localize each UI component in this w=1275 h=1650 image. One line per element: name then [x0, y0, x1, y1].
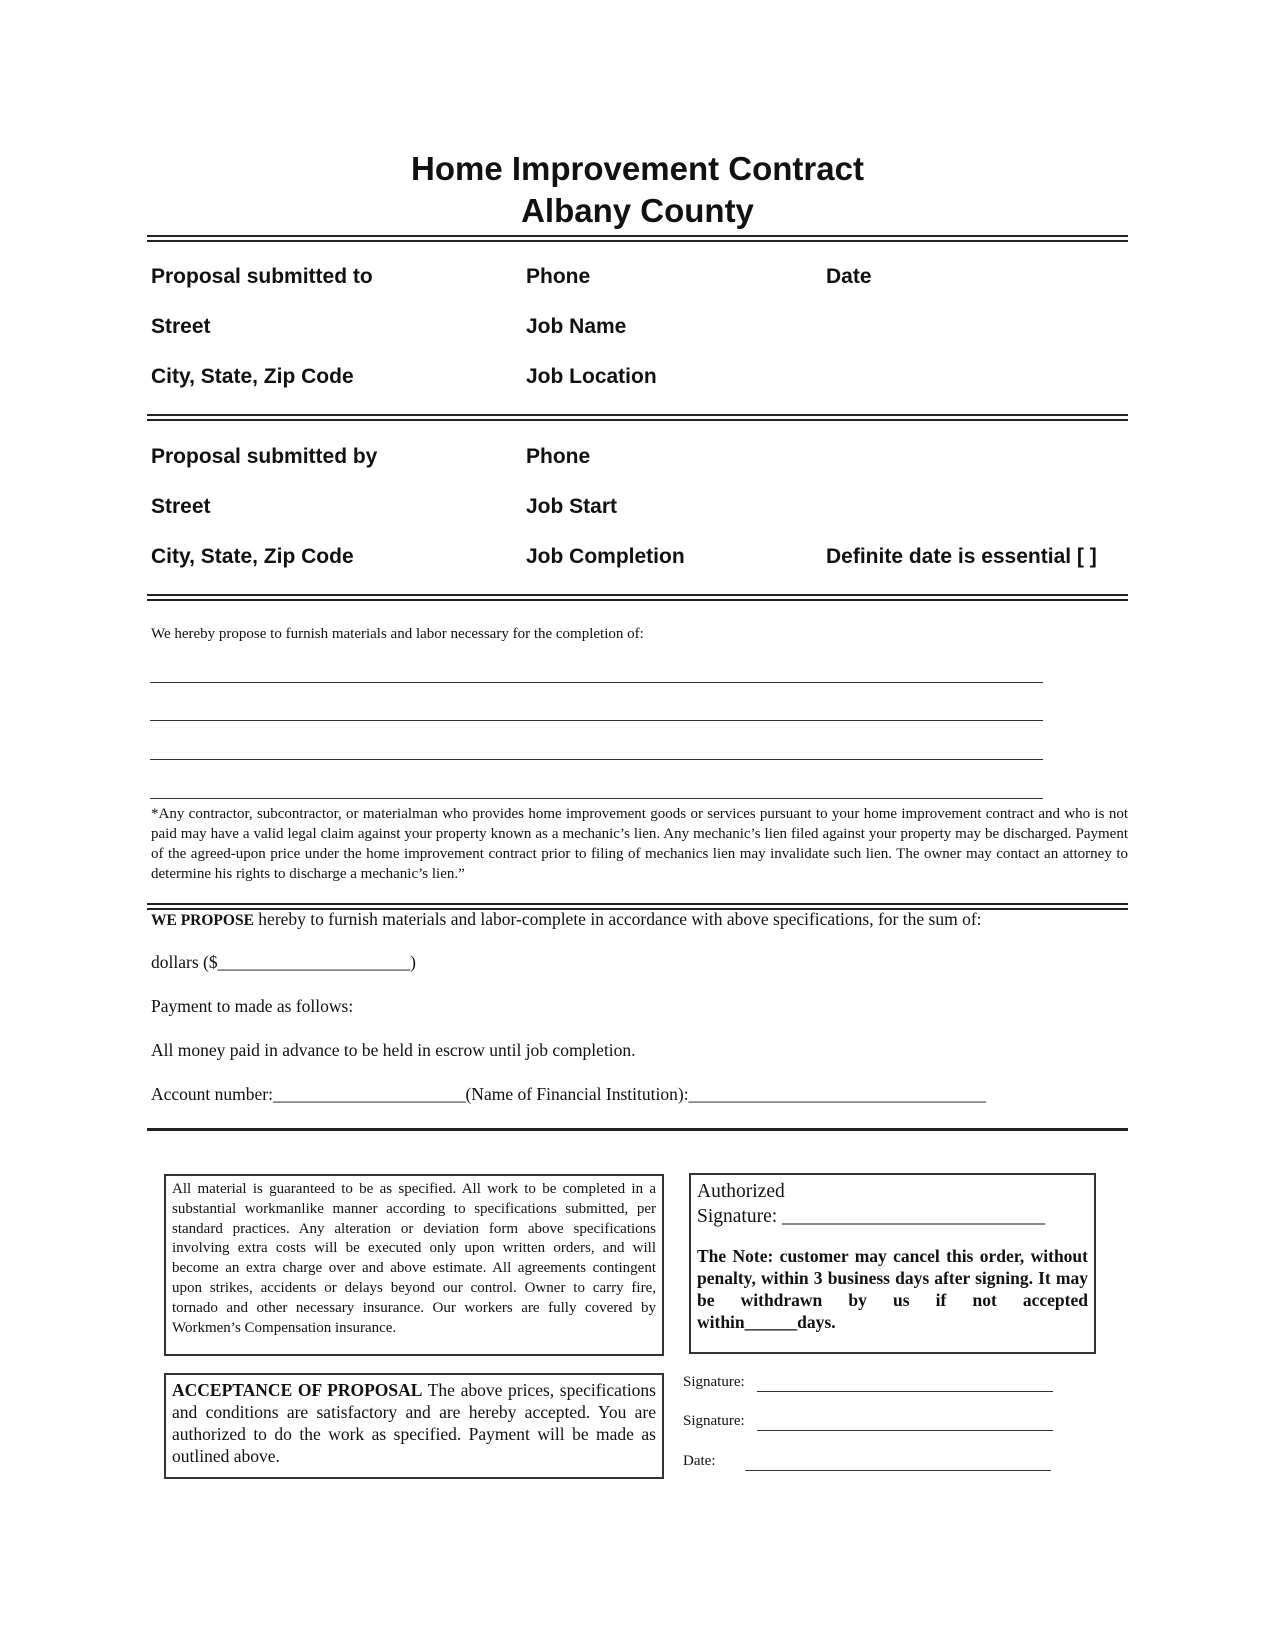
- authorized-box: [689, 1173, 1096, 1354]
- definite-date-checkbox[interactable]: Definite date is essential [ ]: [826, 545, 1097, 568]
- date-sign-line[interactable]: [745, 1470, 1051, 1471]
- divider: [147, 414, 1128, 421]
- acceptance-text: [166, 1375, 662, 1467]
- scope-line-3[interactable]: [150, 759, 1043, 760]
- scope-line-1[interactable]: [150, 682, 1043, 683]
- scope-intro: We hereby propose to furnish materials and labor necessary for the completion of:: [151, 626, 644, 642]
- scope-line-4[interactable]: [150, 798, 1043, 799]
- account-number-field[interactable]: Account number:______________________(Name of Financial Institution):__________________________________: [151, 1084, 987, 1104]
- proposal-submitted-by-label: Proposal submitted by: [151, 445, 378, 468]
- cancellation-note: The Note: customer may cancel this order, without penalty, within 3 business days after signing. It may be withdrawn by us if not accepted within______days.: [697, 1246, 1088, 1332]
- job-name-label: Job Name: [526, 315, 627, 338]
- divider: [147, 1128, 1128, 1131]
- authorized-label: Authorized: [697, 1181, 785, 1202]
- we-propose-body: hereby to furnish materials and labor-complete in accordance with above specifications, for the sum of:: [253, 909, 982, 929]
- street-by-label: Street: [151, 495, 211, 518]
- city-state-zip-by-label: City, State, Zip Code: [151, 545, 354, 568]
- date-label: Date: [826, 265, 872, 288]
- signature-2-label: Signature:: [683, 1413, 745, 1429]
- guarantee-box: [164, 1174, 664, 1356]
- page-subtitle: Albany County: [521, 192, 754, 229]
- payment-terms: Payment to made as follows:: [151, 996, 354, 1016]
- scope-line-2[interactable]: [150, 720, 1043, 721]
- signature-1-label: Signature:: [683, 1374, 745, 1390]
- job-completion-label: Job Completion: [526, 545, 685, 568]
- acceptance-heading: ACCEPTANCE OF PROPOSAL: [172, 1380, 423, 1400]
- street-to-label: Street: [151, 315, 211, 338]
- signature-1-line[interactable]: [757, 1391, 1053, 1392]
- phone-by-label: Phone: [526, 445, 591, 468]
- escrow-text: All money paid in advance to be held in escrow until job completion.: [151, 1040, 636, 1060]
- job-location-label: Job Location: [526, 365, 657, 388]
- authorized-signature-field[interactable]: Signature: ___________________________: [697, 1206, 1046, 1227]
- lien-notice: *Any contractor, subcontractor, or materialman who provides home improvement goods or services pursuant to your home improvement contract and who is not paid may have a valid legal claim against your property known as a mechanic’s lien. Any mechanic’s lien filed against your property may be discharged. Payment of the agreed-upon price under the home improvement contract prior to filing of mechanics lien may invalidate such lien. The owner may contact an attorney to determine his rights to discharge a mechanic’s lien.”: [151, 806, 1128, 882]
- city-state-zip-to-label: City, State, Zip Code: [151, 365, 354, 388]
- divider: [147, 235, 1128, 242]
- proposal-submitted-to-label: Proposal submitted to: [151, 265, 373, 288]
- dollars-field[interactable]: dollars ($______________________): [151, 952, 416, 972]
- phone-to-label: Phone: [526, 265, 591, 288]
- divider: [147, 594, 1128, 601]
- we-propose-text: [151, 909, 982, 930]
- we-propose-heading: WE PROPOSE: [151, 912, 254, 929]
- page-title: Home Improvement Contract: [411, 150, 864, 187]
- authorized-signature-block: [691, 1175, 1094, 1229]
- signature-2-line[interactable]: [757, 1430, 1053, 1431]
- job-start-label: Job Start: [526, 495, 618, 518]
- acceptance-body: The above prices, specifications and conditions are satisfactory and are hereby accepted. You are authorized to do the work as specified. Payment will be made as outlined above.: [172, 1380, 656, 1466]
- acceptance-box: [164, 1373, 664, 1479]
- guarantee-text: All material is guaranteed to be as specified. All work to be completed in a substantial workmanlike manner according to specifications submitted, per standard practices. Any alteration or deviation form above specifications involving extra costs will be executed only upon written orders, and will become an extra charge over and above estimate. All agreements contingent upon strikes, accidents or delays beyond our control. Owner to carry fire, tornado and other necessary insurance. Our workers are fully covered by Workmen’s Compensation insurance.: [172, 1181, 656, 1336]
- date-sign-label: Date:: [683, 1453, 716, 1469]
